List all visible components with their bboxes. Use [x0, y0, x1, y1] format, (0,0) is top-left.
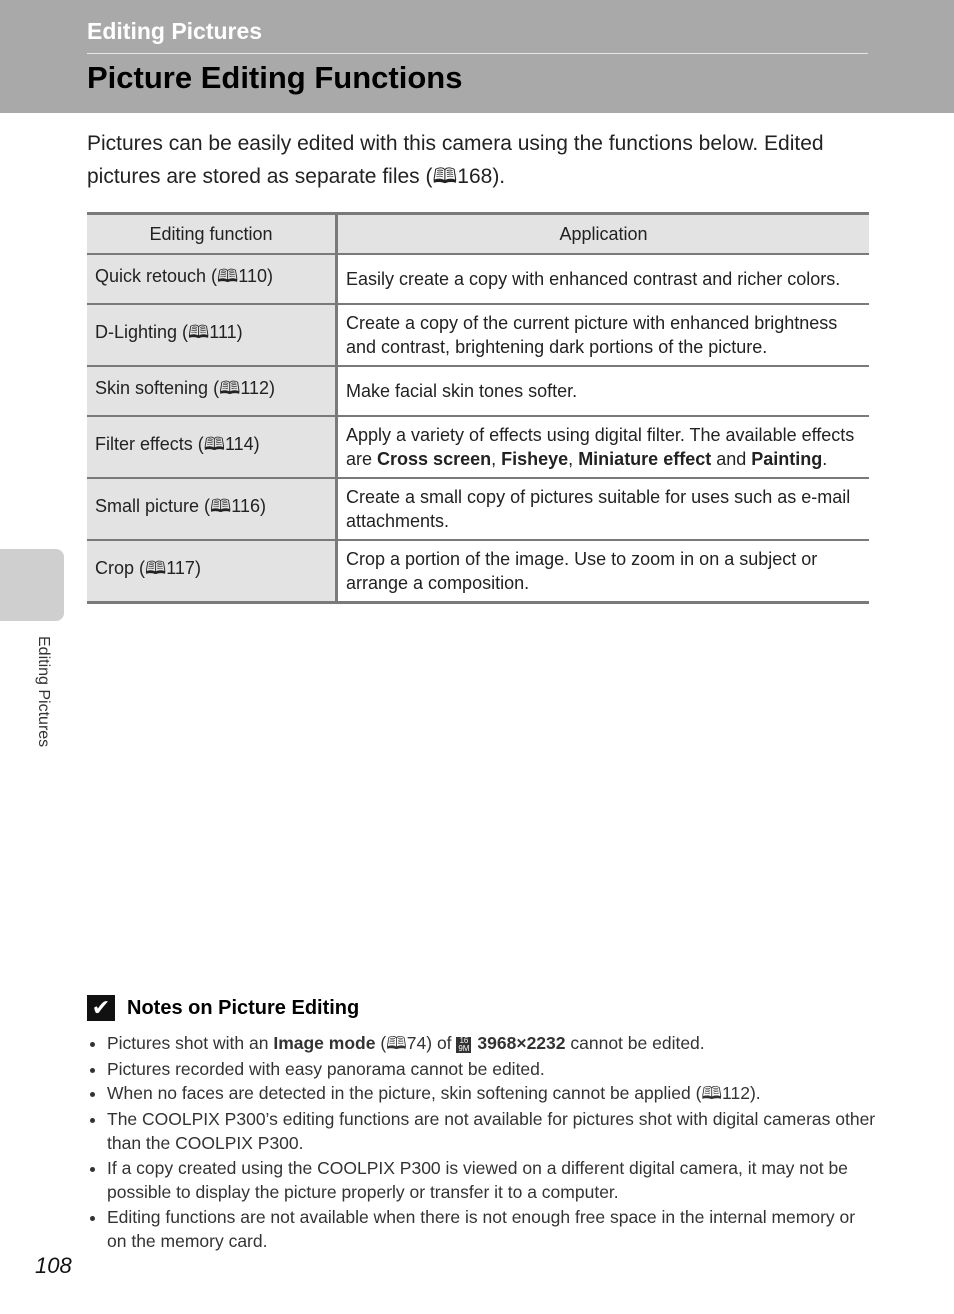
note-text: 74) of	[406, 1033, 457, 1053]
function-name-cell	[87, 366, 337, 416]
intro-ref-page: 168	[457, 165, 493, 188]
table-header-row	[87, 214, 869, 255]
function-name: Crop (	[95, 558, 146, 578]
book-reference-icon: 🕮	[701, 1084, 723, 1104]
app-text: and	[711, 449, 752, 469]
table-row	[87, 416, 869, 478]
intro-close: ).	[492, 165, 506, 188]
book-reference-icon: 🕮	[432, 164, 458, 188]
table-row	[87, 254, 869, 304]
function-close: )	[236, 322, 243, 342]
application-cell: Easily create a copy with enhanced contrast and richer colors.	[337, 254, 870, 304]
function-name-cell	[87, 304, 337, 366]
book-reference-icon: 🕮	[188, 322, 210, 343]
notes-section	[87, 995, 877, 1254]
section-title: Editing Pictures	[87, 18, 263, 44]
note-text: (	[375, 1033, 387, 1053]
app-text: .	[822, 449, 828, 469]
function-ref-page: 116	[231, 496, 260, 516]
table-row	[87, 366, 869, 416]
book-reference-icon: 🕮	[386, 1034, 407, 1054]
list-item: • Pictures recorded with easy panorama cannot be edited.	[107, 1057, 877, 1082]
application-cell: Create a small copy of pictures suitable for uses such as e-mail attachments.	[337, 478, 870, 540]
notes-list	[87, 1031, 877, 1254]
book-reference-icon: 🕮	[217, 266, 239, 287]
function-name: Small picture (	[95, 496, 211, 516]
list-item	[107, 1031, 877, 1057]
list-item: • If a copy created using the COOLPIX P300 is viewed on a different digital camera, it may not be possible to display the picture properly or transfer it to a computer.	[107, 1156, 877, 1205]
book-reference-icon: 🕮	[219, 378, 241, 399]
function-close: )	[269, 378, 276, 398]
function-name: D-Lighting (	[95, 322, 189, 342]
note-text: cannot be edited.	[565, 1033, 705, 1053]
book-reference-icon: 🕮	[210, 496, 232, 517]
side-tab	[0, 549, 64, 621]
effect-miniature: Miniature effect	[578, 449, 712, 469]
intro-paragraph	[87, 128, 877, 193]
check-icon: ✔	[87, 995, 115, 1021]
page-title: Picture Editing Functions	[87, 60, 463, 95]
app-text: ,	[568, 449, 579, 469]
function-close: )	[259, 496, 266, 516]
effect-cross-screen: Cross screen	[377, 449, 492, 469]
page-number: 108	[35, 1253, 72, 1278]
notes-header	[87, 995, 877, 1021]
function-ref-page: 112	[240, 378, 270, 398]
effect-fisheye: Fisheye	[501, 449, 569, 469]
application-cell: Make facial skin tones softer.	[337, 366, 870, 416]
note-image-mode: Image mode	[273, 1033, 376, 1053]
list-item: • Editing functions are not available when there is not enough free space in the internal memory or on the memory card.	[107, 1205, 877, 1254]
function-name: Filter effects (	[95, 434, 204, 454]
table-row	[87, 540, 869, 603]
table-row	[87, 478, 869, 540]
image-mode-16-9-icon: 16 9M	[458, 1036, 470, 1053]
app-text: ,	[491, 449, 502, 469]
function-name: Quick retouch (	[95, 266, 218, 286]
note-text: When no faces are detected in the picture, skin softening cannot be applied (	[107, 1083, 702, 1103]
effect-painting: Painting	[751, 449, 823, 469]
function-ref-page: 111	[209, 322, 237, 342]
function-name: Skin softening (	[95, 378, 220, 398]
app-text: Apply a variety of effects using digital filter. The available effects are	[346, 425, 855, 469]
function-name-cell	[87, 540, 337, 603]
intro-text: Pictures can be easily edited with this camera using the functions below. Edited pictures are stored as separate files (	[87, 132, 824, 188]
function-ref-page: 110	[238, 266, 267, 286]
header-editing-function: Editing function	[87, 214, 337, 255]
note-resolution: 3968×2232	[477, 1033, 566, 1053]
function-name-cell	[87, 416, 337, 478]
editing-functions-table	[87, 212, 869, 604]
notes-title: Notes on Picture Editing	[127, 996, 360, 1019]
list-item: • The COOLPIX P300’s editing functions are not available for pictures shot with digital cameras other than the COOLPIX P300.	[107, 1107, 877, 1156]
table-row	[87, 304, 869, 366]
function-close: )	[266, 266, 273, 286]
application-cell	[337, 416, 870, 478]
side-chapter-label: Editing Pictures	[35, 636, 52, 748]
list-item	[107, 1081, 877, 1107]
function-close: )	[194, 558, 201, 578]
function-name-cell	[87, 254, 337, 304]
note-text: 112).	[722, 1083, 761, 1103]
application-cell: Crop a portion of the image. Use to zoom in on a subject or arrange a composition.	[337, 540, 870, 603]
function-name-cell	[87, 478, 337, 540]
application-cell: Create a copy of the current picture with enhanced brightness and contrast, brightening dark portions of the picture.	[337, 304, 870, 366]
book-reference-icon: 🕮	[145, 558, 167, 579]
book-reference-icon: 🕮	[203, 434, 225, 455]
header-divider	[87, 53, 868, 54]
function-ref-page: 114	[224, 434, 254, 454]
header-bar	[0, 0, 954, 113]
function-close: )	[253, 434, 260, 454]
header-application: Application	[337, 214, 870, 255]
function-ref-page: 117	[166, 558, 195, 578]
note-text: Pictures shot with an	[107, 1033, 274, 1053]
